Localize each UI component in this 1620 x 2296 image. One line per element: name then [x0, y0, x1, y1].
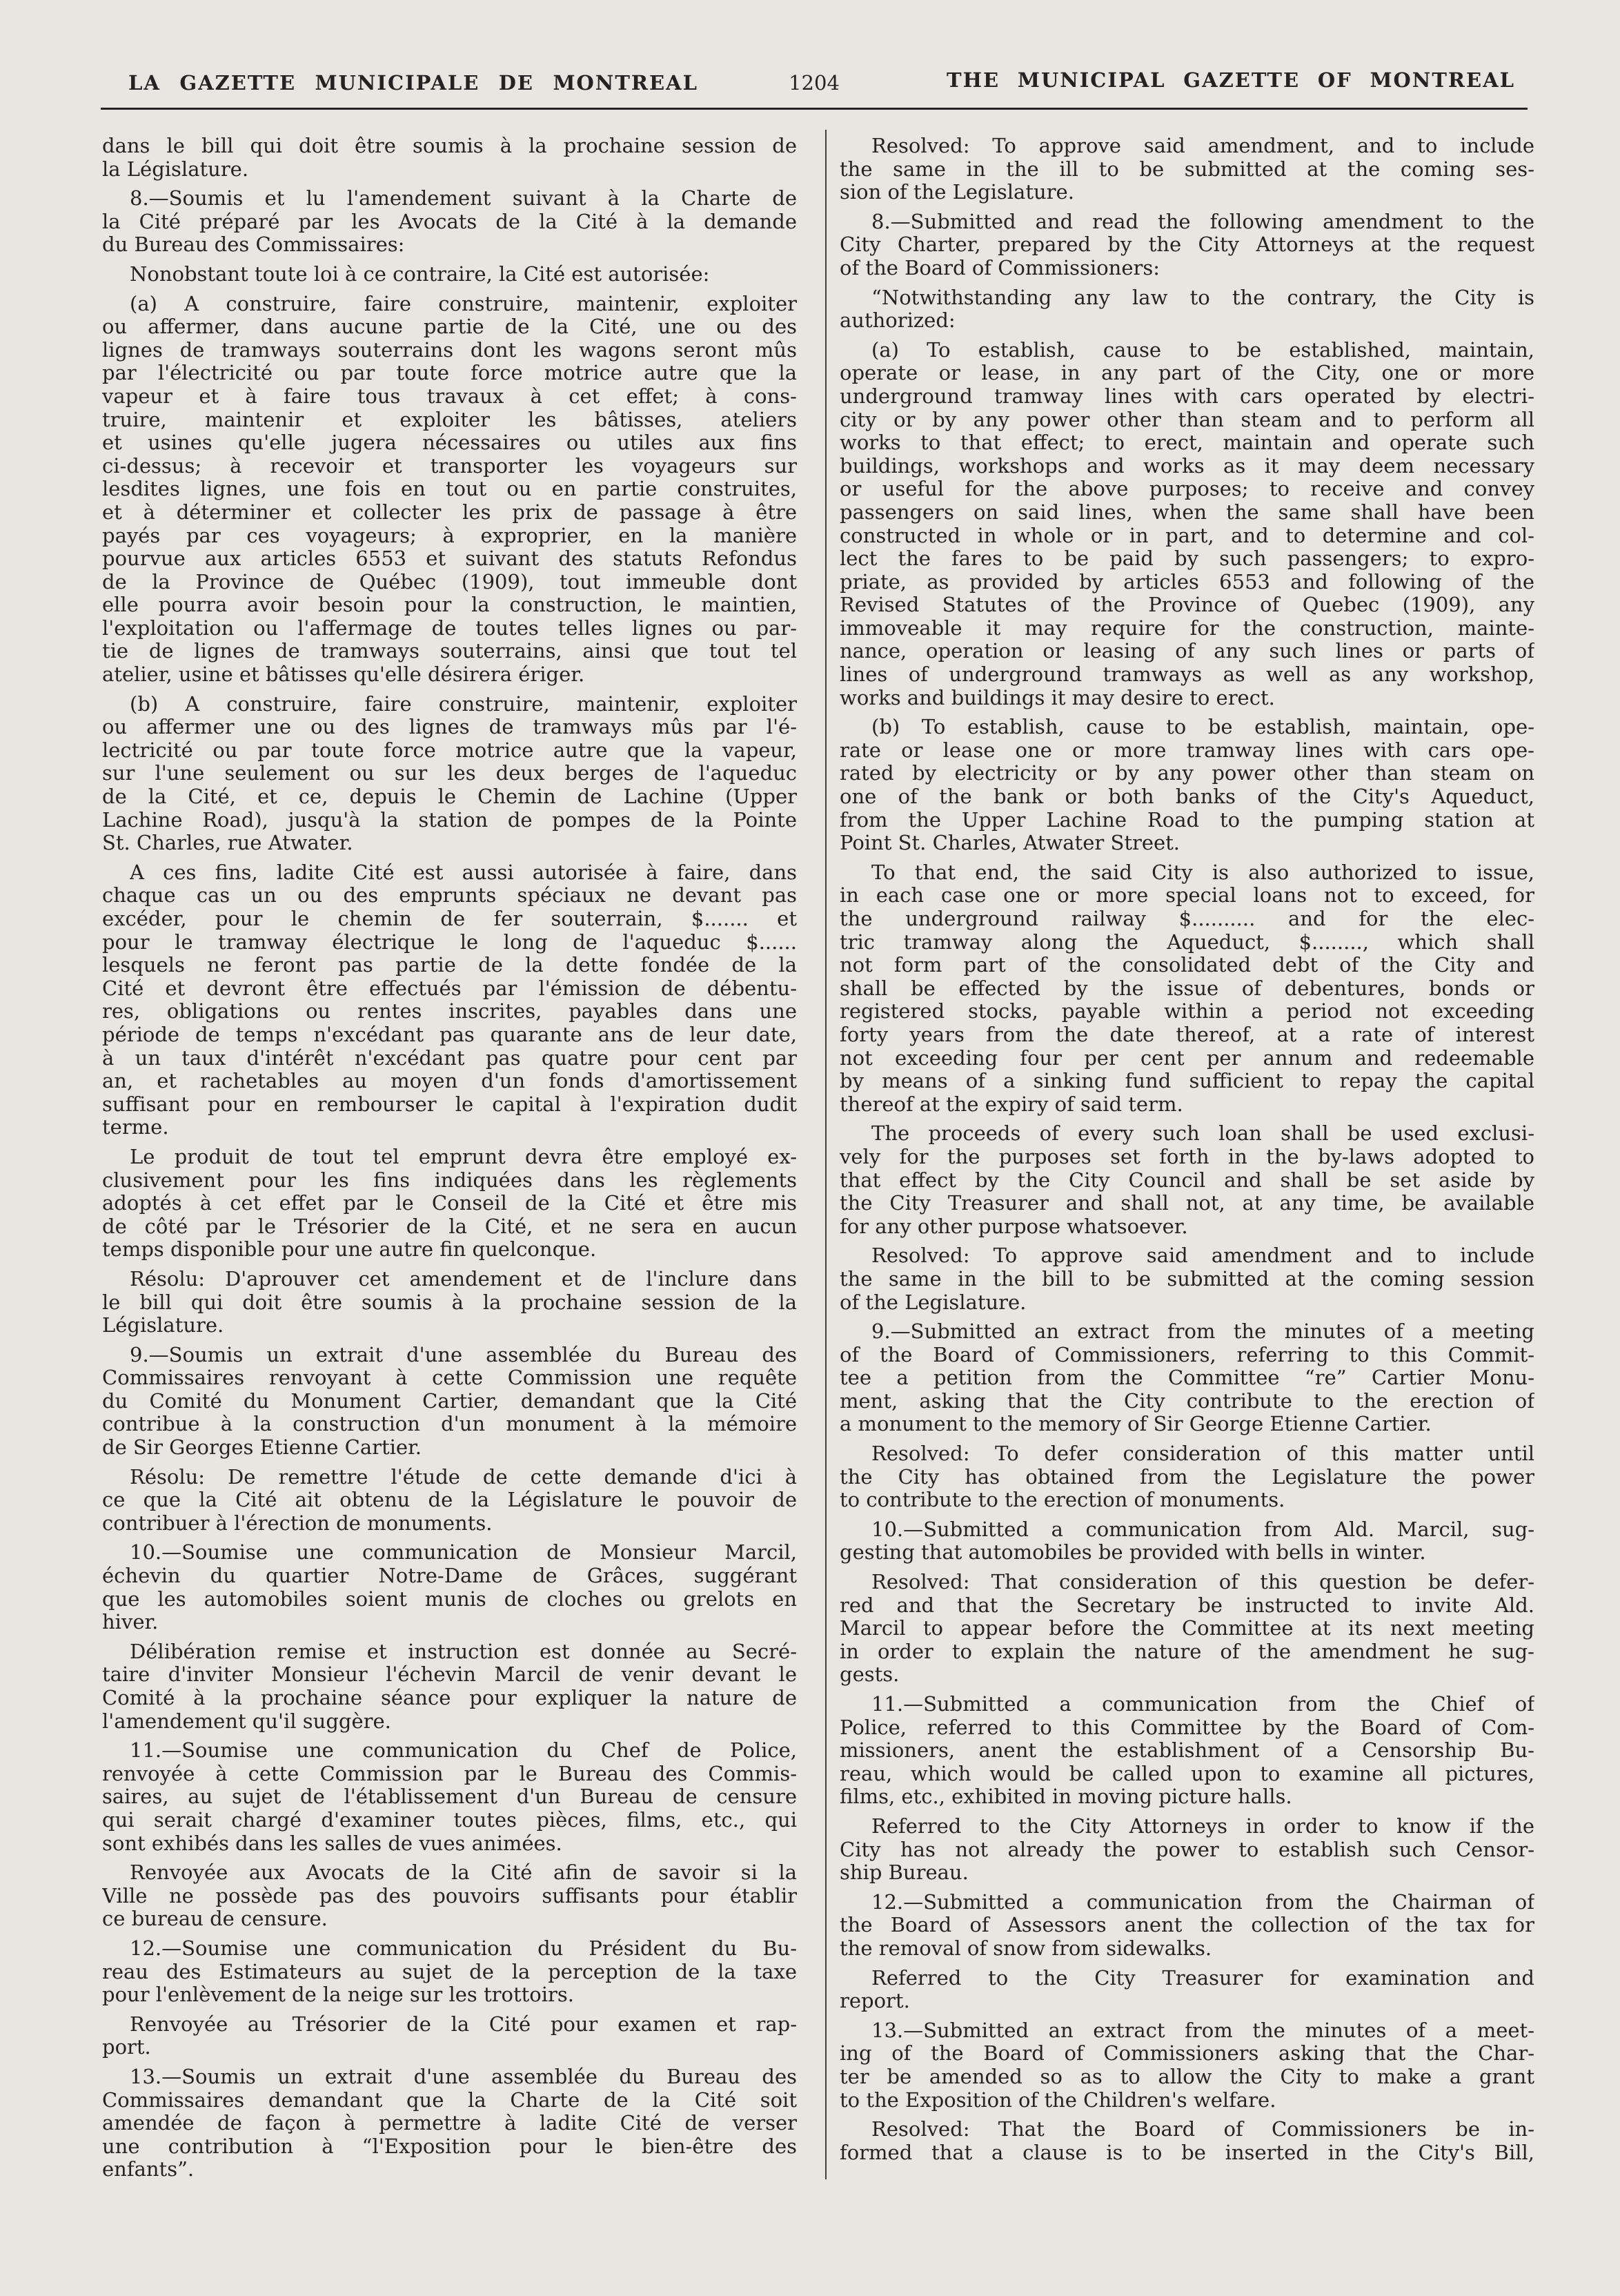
paragraph — [840, 1442, 1534, 1512]
text-line: à un taux d'intérêt n'excédant pas quatre pour cent par — [102, 1046, 797, 1070]
paragraph — [840, 210, 1534, 280]
text-line: de la Cité, et ce, depuis le Chemin de Lachine (Upper — [102, 785, 797, 809]
text-line: Point St. Charles, Atwater Street. — [840, 832, 1181, 855]
text-line: 12.—Soumise une communication du Président du Bu- — [130, 1936, 797, 1960]
text-line: A ces fins, ladite Cité est aussi autorisée à faire, dans — [130, 861, 797, 884]
text-line: the City has obtained from the Legislature the power — [840, 1465, 1534, 1489]
text-line: une contribution à “l'Exposition pour le bien-être des — [102, 2135, 797, 2158]
text-line: operate or lease, in any part of the City, one or more — [840, 362, 1534, 385]
text-line: dans le bill qui doit être soumis à la prochaine session de — [102, 135, 797, 157]
text-line: Renvoyée aux Avocats de la Cité afin de savoir si la — [130, 1861, 797, 1885]
text-line: Commissaires demandant que la Charte de la Cité soit — [102, 2088, 797, 2112]
paragraph — [840, 339, 1534, 710]
text-line: “Notwithstanding any law to the contrary, the City is — [871, 286, 1534, 309]
text-line: authorized: — [840, 309, 956, 333]
text-line: reau, which would be called upon to examine all pictures, — [840, 1762, 1534, 1785]
text-line: Délibération remise et instruction est donnée au Secré- — [130, 1640, 797, 1663]
text-line: 10.—Soumise une communication de Monsieur Marcil, — [130, 1541, 797, 1564]
text-line: (b) A construire, faire construire, maintenir, exploiter — [130, 692, 797, 716]
paragraph — [840, 1571, 1534, 1687]
text-line: city or by any power other than steam and to perform all — [840, 408, 1534, 431]
text-line: sion of the Legislature. — [840, 181, 1074, 204]
text-line: vapeur et à faire tous travaux à cet effet; à cons- — [102, 384, 797, 408]
text-line: et à déterminer et collecter les prix de passage à être — [102, 500, 797, 524]
paragraph — [840, 1320, 1534, 1436]
text-line: of the Legislature. — [840, 1291, 1027, 1314]
text-line: by means of a sinking fund sufficient to repay the capital — [840, 1070, 1534, 1093]
text-line: Referred to the City Attorneys in order to know if the — [871, 1814, 1534, 1838]
left-column-french — [102, 135, 797, 2181]
text-line: Le produit de tout tel emprunt devra être employé ex- — [130, 1145, 797, 1168]
paragraph — [840, 1518, 1534, 1564]
text-line: ment, asking that the City contribute to the erection of — [840, 1389, 1534, 1413]
text-line: of the Board of Commissioners, referring to this Commit- — [840, 1343, 1534, 1366]
text-line: of the Board of Commissioners: — [840, 256, 1160, 279]
text-line: a monument to the memory of Sir George Etienne Cartier. — [840, 1413, 1432, 1436]
text-line: lect the fares to be paid by such passengers; to expro- — [840, 547, 1534, 571]
text-line: gesting that automobiles be provided with bells in winter. — [840, 1541, 1426, 1564]
text-line: Législature. — [102, 1314, 224, 1337]
text-line: Cité et devront être effectués par l'émission de débentu- — [102, 977, 797, 1000]
header-title-english: THE MUNICIPAL GAZETTE OF MONTREAL — [947, 68, 1515, 92]
text-line: du Bureau des Commissaires: — [102, 233, 405, 257]
text-line: temps disponible pour une autre fin quelconque. — [102, 1238, 597, 1262]
text-line: Revised Statutes of the Province of Quebec (1909), any — [840, 593, 1534, 617]
text-line: 8.—Submitted and read the following amendment to the — [871, 210, 1534, 233]
text-line: in order to explain the nature of the amendment he sug- — [840, 1640, 1534, 1663]
text-line: 12.—Submitted a communication from the Chairman of — [871, 1890, 1534, 1914]
text-line: Ville ne possède pas des pouvoirs suffisants pour établir — [102, 1884, 797, 1907]
page-number: 1204 — [789, 71, 840, 95]
paragraph — [102, 2013, 797, 2059]
text-line: sont exhibés dans les salles de vues animées. — [102, 1832, 562, 1855]
header-rule — [101, 108, 1528, 110]
text-line: City Charter, prepared by the City Attorneys at the request — [840, 233, 1534, 257]
text-line: du Comité du Monument Cartier, demandant que la Cité — [102, 1389, 797, 1413]
text-line: St. Charles, rue Atwater. — [102, 832, 353, 855]
text-line: port. — [102, 2036, 151, 2059]
paragraph — [840, 1815, 1534, 1885]
text-line: to contribute to the erection of monuments. — [840, 1489, 1285, 1512]
text-line: not form part of the consolidated debt of the City and — [840, 954, 1534, 977]
text-line: payés par ces voyageurs; à exproprier, en la manière — [102, 524, 797, 547]
text-line: an, et rachetables au moyen d'un fonds d'amortissement — [102, 1070, 797, 1093]
text-line: la Législature. — [102, 157, 249, 181]
text-line: Commissaires renvoyant à cette Commission une requête — [102, 1366, 797, 1390]
text-line: truire, maintenir et exploiter les bâtisses, ateliers — [102, 408, 797, 431]
text-line: the underground railway $.......... and for the elec- — [840, 907, 1534, 930]
text-line: Renvoyée au Trésorier de la Cité pour examen et rap- — [130, 2012, 797, 2036]
text-line: le bill qui doit être soumis à la prochaine session de la — [102, 1291, 797, 1314]
text-line: Marcil to appear before the Committee at its next meeting — [840, 1617, 1534, 1640]
text-line: atelier, usine et bâtisses qu'elle désirera ériger. — [102, 663, 585, 687]
text-line: the removal of snow from sidewalks. — [840, 1936, 1212, 1960]
text-line: la Cité préparé par les Avocats de la Cité à la demande — [102, 210, 797, 233]
text-line: immoveable it may require for the construction, mainte- — [840, 616, 1534, 640]
text-line: lectricité ou par toute force motrice autre que la vapeur, — [102, 738, 797, 762]
paragraph — [102, 1937, 797, 2007]
text-line: works to that effect; to erect, maintain and operate such — [840, 431, 1534, 455]
paragraph — [840, 286, 1534, 333]
text-line: The proceeds of every such loan shall be used exclusi- — [871, 1122, 1534, 1146]
paragraph — [102, 1344, 797, 1460]
paragraph — [840, 2118, 1534, 2164]
text-line: or useful for the above purposes; to receive and convey — [840, 478, 1534, 501]
text-line: shall be effected by the issue of debentures, bonds or — [840, 977, 1534, 1000]
text-line: ing of the Board of Commissioners asking that the Char- — [840, 2042, 1534, 2066]
text-line: Resolved: To approve said amendment, and to include — [871, 135, 1534, 157]
text-line: that effect by the City Council and shall be set aside by — [840, 1168, 1534, 1192]
text-line: pourvue aux articles 6553 et suivant des statuts Refondus — [102, 547, 797, 571]
column-divider — [825, 130, 827, 2179]
text-line: 9.—Soumis un extrait d'une assemblée du Bureau des — [130, 1343, 797, 1366]
text-line: gests. — [840, 1663, 900, 1687]
header-title-french: LA GAZETTE MUNICIPALE DE MONTREAL — [128, 71, 698, 95]
text-line: ce que la Cité ait obtenu de la Législature le pouvoir de — [102, 1489, 797, 1512]
paragraph — [102, 293, 797, 687]
text-line: reau des Estimateurs au sujet de la perception de la taxe — [102, 1960, 797, 1983]
text-line: ter be amended so as to allow the City to make a grant — [840, 2065, 1534, 2088]
text-line: rate or lease one or more tramway lines with cars ope- — [840, 738, 1534, 762]
text-line: sur l'une seulement ou sur les deux berges de l'aqueduc — [102, 762, 797, 785]
text-line: the Board of Assessors anent the collection of the tax for — [840, 1914, 1534, 1937]
text-line: ce bureau de censure. — [102, 1907, 328, 1931]
text-line: 10.—Submitted a communication from Ald. Marcil, sug- — [871, 1518, 1534, 1541]
text-line: taire d'inviter Monsieur l'échevin Marcil de venir devant le — [102, 1663, 797, 1687]
text-line: ci-dessus; à recevoir et transporter les voyageurs sur — [102, 454, 797, 478]
text-line: que les automobiles soient munis de cloches ou grelots en — [102, 1587, 797, 1611]
text-line: l'amendement qu'il suggère. — [102, 1709, 391, 1733]
paragraph — [102, 693, 797, 855]
text-line: pour le tramway électrique le long de l'aqueduc $...... — [102, 930, 797, 954]
text-line: res, obligations ou rentes inscrites, payables dans une — [102, 1000, 797, 1023]
text-line: par l'électricité ou par toute force motrice autre que la — [102, 362, 797, 385]
paragraph — [102, 1541, 797, 1633]
text-line: ou affermer, dans aucune partie de la Cité, une ou des — [102, 315, 797, 339]
text-line: thereof at the expiry of said term. — [840, 1092, 1183, 1116]
text-line: tie de lignes de tramways souterrains, ainsi que tout tel — [102, 640, 797, 663]
text-line: Police, referred to this Committee by the Board of Com- — [840, 1716, 1534, 1739]
text-line: hiver. — [102, 1611, 159, 1634]
paragraph — [102, 1739, 797, 1855]
text-line: chaque cas un ou des emprunts spéciaux ne devant pas — [102, 884, 797, 907]
text-line: 11.—Soumise une communication du Chef de Police, — [130, 1739, 797, 1763]
text-line: et usines qu'elle jugera nécessaires ou utiles aux fins — [102, 431, 797, 455]
text-line: priate, as provided by articles 6553 and following of the — [840, 570, 1534, 593]
paragraph — [840, 1244, 1534, 1314]
text-line: l'exploitation ou l'affermage de toutes telles lignes ou par- — [102, 616, 797, 640]
continued-paragraph — [102, 135, 797, 181]
paragraph — [102, 1640, 797, 1733]
text-line: red and that the Secretary be instructed to invite Ald. — [840, 1593, 1534, 1617]
paragraph — [840, 861, 1534, 1117]
text-line: buildings, workshops and works as it may deem necessary — [840, 454, 1534, 478]
text-line: rated by electricity or by any power other than steam on — [840, 762, 1534, 785]
paragraph — [840, 1967, 1534, 2013]
text-line: ou affermer une ou des lignes de tramways mûs par l'é- — [102, 716, 797, 739]
text-line: (a) A construire, faire construire, maintenir, exploiter — [130, 292, 797, 315]
text-line: missioners, anent the establishment of a Censorship Bu- — [840, 1739, 1534, 1763]
text-line: nance, operation or leasing of any such lines or parts of — [840, 640, 1534, 663]
text-line: terme. — [102, 1116, 169, 1139]
paragraph — [102, 1466, 797, 1535]
text-line: Resolved: That the Board of Commissioners be in- — [871, 2118, 1534, 2141]
text-line: contribue à la construction d'un monument à la mémoire — [102, 1413, 797, 1436]
text-line: 8.—Soumis et lu l'amendement suivant à la Charte de — [130, 187, 797, 210]
text-line: forty years from the date thereof, at a rate of interest — [840, 1023, 1534, 1046]
paragraph — [102, 187, 797, 257]
text-line: 13.—Soumis un extrait d'une assemblée du Bureau des — [130, 2065, 797, 2088]
text-line: formed that a clause is to be inserted in the City's Bill, — [840, 2141, 1534, 2164]
text-line: contribuer à l'érection de monuments. — [102, 1511, 493, 1535]
text-line: from the Upper Lachine Road to the pumping station at — [840, 808, 1534, 832]
text-line: saires, au sujet de l'établissement d'un Bureau de censure — [102, 1785, 797, 1809]
text-line: underground tramway lines with cars operated by electri- — [840, 384, 1534, 408]
paragraph — [840, 1122, 1534, 1238]
paragraph — [102, 1268, 797, 1337]
text-line: (a) To establish, cause to be established, maintain, — [871, 338, 1534, 362]
text-line: City has not already the power to establish such Censor- — [840, 1838, 1534, 1861]
paragraph — [840, 1693, 1534, 1809]
text-line: (b) To establish, cause to be establish, maintain, ope- — [871, 716, 1534, 739]
text-line: de la Province de Québec (1909), tout immeuble dont — [102, 570, 797, 593]
text-line: in each case one or more special loans not to exceed, for — [840, 884, 1534, 907]
text-line: Nonobstant toute loi à ce contraire, la Cité est autorisée: — [130, 262, 710, 286]
text-line: de Sir Georges Etienne Cartier. — [102, 1436, 422, 1460]
text-line: Resolved: To approve said amendment and to include — [871, 1244, 1534, 1268]
text-line: constructed in whole or in part, and to determine and col- — [840, 524, 1534, 547]
text-line: report. — [840, 1990, 910, 2013]
text-line: Comité à la prochaine séance pour expliquer la nature de — [102, 1687, 797, 1709]
text-line: de côté par le Trésorier de la Cité, et ne sera en aucun — [102, 1215, 797, 1238]
text-line: Resolved: To defer consideration of this matter until — [871, 1442, 1534, 1466]
text-line: qui serait chargé d'examiner toutes pièces, films, etc., qui — [102, 1808, 797, 1832]
text-line: passengers on said lines, when the same shall have been — [840, 500, 1534, 524]
text-line: To that end, the said City is also authorized to issue, — [871, 861, 1534, 884]
text-line: 13.—Submitted an extract from the minutes of a meet- — [871, 2019, 1534, 2042]
paragraph — [840, 135, 1534, 204]
paragraph — [840, 1891, 1534, 1961]
paragraph — [840, 2019, 1534, 2112]
text-line: Résolu: De remettre l'étude de cette demande d'ici à — [130, 1465, 797, 1489]
text-line: lines of underground tramways as well as any workshop, — [840, 663, 1534, 687]
text-line: lesquels ne feront pas partie de la dette fondée de la — [102, 954, 797, 977]
paragraph — [102, 861, 797, 1139]
text-line: elle pourra avoir besoin pour la construction, le maintien, — [102, 593, 797, 617]
paragraph — [102, 263, 797, 286]
text-line: adoptés à cet effet par le Conseil de la Cité et être mis — [102, 1192, 797, 1215]
text-line: to the Exposition of the Children's welfare. — [840, 2088, 1276, 2112]
text-line: période de temps n'excédant pas quarante ans de leur date, — [102, 1023, 797, 1046]
paragraph — [102, 2066, 797, 2181]
text-line: clusivement pour les fins indiquées dans les règlements — [102, 1168, 797, 1192]
paragraph — [102, 1146, 797, 1262]
text-line: films, etc., exhibited in moving picture halls. — [840, 1785, 1292, 1809]
text-line: the same in the ill to be submitted at the coming ses- — [840, 157, 1534, 181]
text-line: échevin du quartier Notre-Dame de Grâces, suggérant — [102, 1564, 797, 1588]
paragraph — [840, 716, 1534, 855]
text-line: enfants”. — [102, 2158, 195, 2181]
text-line: amendée de façon à permettre à ladite Cité de verser — [102, 2112, 797, 2135]
text-line: one of the bank or both banks of the City's Aqueduct, — [840, 785, 1534, 809]
text-line: 9.—Submitted an extract from the minutes of a meeting — [871, 1320, 1534, 1344]
text-line: lesdites lignes, une fois en tout ou en partie construites, — [102, 478, 797, 501]
text-line: 11.—Submitted a communication from the Chief of — [871, 1693, 1534, 1716]
text-line: not exceeding four per cent per annum and redeemable — [840, 1046, 1534, 1070]
paragraph — [102, 1861, 797, 1931]
text-line: Resolved: That consideration of this question be defer- — [871, 1571, 1534, 1594]
text-line: excéder, pour le chemin de fer souterrain, $....... et — [102, 907, 797, 930]
text-line: registered stocks, payable within a period not exceeding — [840, 1000, 1534, 1023]
text-line: ship Bureau. — [840, 1861, 969, 1885]
text-line: Referred to the City Treasurer for examination and — [871, 1966, 1534, 1990]
text-line: works and buildings it may desire to erect. — [840, 686, 1275, 709]
text-line: the City Treasurer and shall not, at any time, be available — [840, 1192, 1534, 1215]
text-line: tric tramway along the Aqueduct, $........, which shall — [840, 930, 1534, 954]
text-line: suffisant pour en rembourser le capital à l'expiration dudit — [102, 1092, 797, 1116]
text-line: vely for the purposes set forth in the by-laws adopted to — [840, 1145, 1534, 1168]
text-line: Résolu: D'aprouver cet amendement et de l'inclure dans — [130, 1267, 797, 1291]
text-line: for any other purpose whatsoever. — [840, 1215, 1188, 1238]
text-line: Lachine Road), jusqu'à la station de pompes de la Pointe — [102, 808, 797, 832]
text-line: tee a petition from the Committee “re” Cartier Monu- — [840, 1366, 1534, 1390]
text-line: renvoyée à cette Commission par le Bureau des Commis- — [102, 1762, 797, 1785]
text-line: the same in the bill to be submitted at the coming session — [840, 1267, 1534, 1291]
right-column-english — [840, 135, 1534, 2164]
text-line: pour l'enlèvement de la neige sur les trottoirs. — [102, 1983, 575, 2007]
text-line: lignes de tramways souterrains dont les wagons seront mûs — [102, 338, 797, 362]
